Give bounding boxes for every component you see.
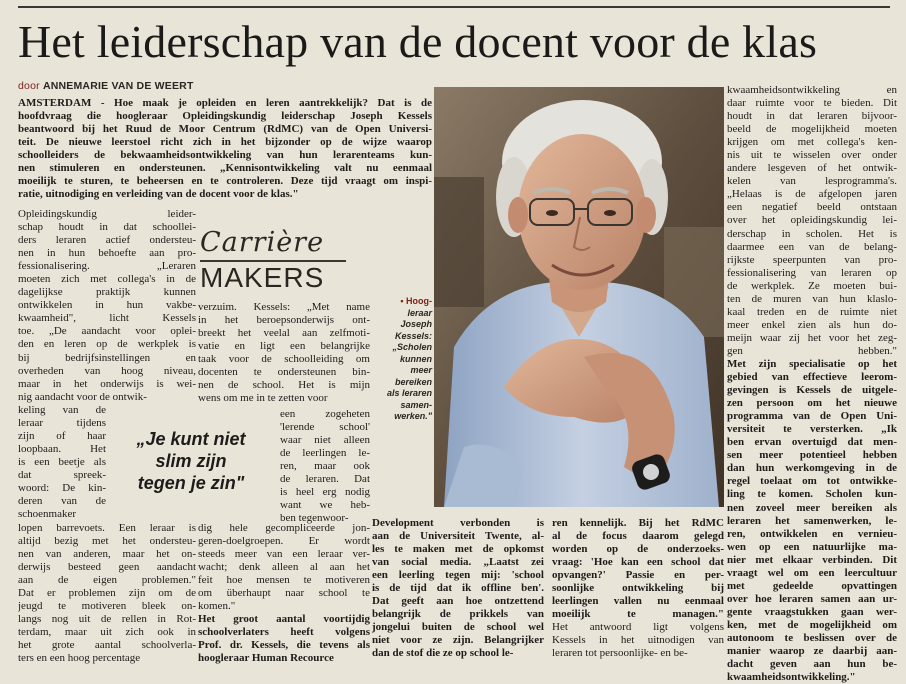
- text-line: ken, met de mogelijkheid om: [727, 618, 897, 631]
- text-line: Met zijn specialisatie op het: [727, 357, 897, 370]
- text-line: aan de Universiteit Twente, al-: [372, 530, 544, 543]
- text-line: loopbaan. Het: [18, 443, 106, 456]
- text-line: is de tijd dat ik offline ben'.: [372, 582, 544, 595]
- text-line: dat spreek-: [18, 469, 106, 482]
- text-line: jongelui buiten de school wel: [372, 621, 544, 634]
- text-line: programma van de Open Uni-: [727, 410, 897, 423]
- text-line: kwaamheidsontwikkeling en: [727, 84, 897, 96]
- text-line: samen-: [400, 399, 432, 410]
- text-line: moeten zich met collega's in de: [18, 273, 196, 286]
- text-line: vatie en ligt een belangrijke: [198, 340, 370, 353]
- text-line: leraar tijdens: [18, 417, 106, 430]
- text-line: vraagt wel om een leercultuur: [727, 566, 897, 579]
- text-line: „Je kunt niet: [136, 429, 246, 449]
- column-5: [727, 84, 897, 684]
- byline-prefix: door: [18, 80, 43, 92]
- headline: Het leiderschap van de docent voor de klas: [18, 16, 818, 67]
- text-line: want we heb-: [280, 499, 370, 512]
- text-line: geren-doelgroepen. Er wordt: [198, 535, 370, 548]
- text-line: lopen barrevoets. Een leraar is: [18, 522, 196, 534]
- column-2-top: [198, 301, 370, 405]
- portrait-photo: [434, 87, 724, 507]
- text-line: gen hebben.": [727, 344, 897, 357]
- text-line: ren kennelijk. Bij het RdMC: [552, 517, 724, 529]
- text-line: ders leraren actief ondersteu-: [18, 234, 196, 247]
- text-line: leraar: [407, 307, 432, 318]
- top-rule: [18, 6, 890, 8]
- text-line: maar in het onderwijs is wei-: [18, 377, 196, 390]
- text-line: vraag: 'Hoe kan een school dat: [552, 556, 724, 569]
- text-line: aan de eigen problemen.": [18, 574, 196, 587]
- column-1-narrow: [18, 404, 106, 521]
- text-line: niet voor ze zijn. Belangrijker: [372, 634, 544, 647]
- text-line: versiteit te versterken. „Ik: [727, 423, 897, 436]
- text-line: „Helaas is de afgelopen jaren: [727, 188, 897, 201]
- text-line: komen.": [198, 600, 236, 613]
- text-line: bij bedrijfsinstellingen en: [18, 351, 196, 364]
- text-line: waar niet alleen: [280, 434, 370, 447]
- section-label: [200, 228, 350, 296]
- text-line: Development verbonden is: [372, 517, 544, 529]
- text-line: van social media. „Laatst zei: [372, 556, 544, 569]
- text-line: werken.": [394, 411, 432, 421]
- text-line: derwijs besteed geen aandacht: [18, 561, 196, 574]
- text-line: hoogleraar Human Recource: [198, 652, 334, 665]
- text-line: over het opleidingskundig lei-: [727, 214, 897, 227]
- text-line: nen stimuleren en ondersteunen. „Kennisontwikkeling valt nu eenmaal: [18, 162, 432, 175]
- text-line: opvangen?' Passie en per-: [552, 569, 724, 582]
- text-line: soonlijke ontwikkeling bij: [552, 582, 724, 595]
- text-line: langs nog uit de rellen in Rot-: [18, 613, 196, 626]
- text-line: altijd bezig met het ondersteu-: [18, 535, 196, 548]
- text-line: leraren tot persoonlijke- en be-: [552, 647, 688, 660]
- text-line: dan hun werkomgeving in de: [727, 462, 897, 475]
- text-line: kunnen: [399, 353, 432, 364]
- photo-caption: [364, 296, 432, 423]
- text-line: den en leren op de werkplek is: [18, 338, 196, 351]
- text-line: de leerlingen le-: [280, 447, 370, 460]
- text-line: fessionalisering. „Leraren: [18, 260, 196, 273]
- column-2-narrow: [280, 408, 370, 525]
- text-line: ratie, uitnodiging en verleiding van de docent voor de klas.": [18, 188, 299, 201]
- text-line: dan de stof die ze op school le-: [372, 647, 514, 660]
- text-line: worden op de onderzoeks-: [552, 543, 724, 556]
- text-line: autonoom te beslissen over de: [727, 631, 897, 644]
- text-line: Kessels in het uitnodigen van: [552, 634, 724, 647]
- column-2-bottom: [198, 522, 370, 666]
- text-line: toe. „De aandacht voor oplei-: [18, 325, 196, 338]
- text-line: het grote aantal schoolverla-: [18, 639, 196, 652]
- text-line: fessionalisering van leraren op: [727, 266, 897, 279]
- text-line: derschap in scholen. Het is: [727, 227, 897, 240]
- text-line: in het beroepsonderwijs ont-: [198, 314, 370, 327]
- text-line: ren, ontwikkelen en vernieu-: [727, 527, 897, 540]
- text-line: is heel erg nodig: [280, 486, 370, 499]
- text-line: breekt het veelal aan zelfmoti-: [198, 327, 370, 340]
- text-line: rijkste speerpunten van pro-: [727, 253, 897, 266]
- text-line: Opleidingskundig leider-: [18, 208, 196, 220]
- text-line: AMSTERDAM - Hoe maak je opleiden en leren aantrekkelijk? Dat is de: [18, 97, 432, 109]
- text-line: leraren het samenwerken, le-: [727, 514, 897, 527]
- text-line: jeugd te motiveren bleek on-: [18, 600, 196, 613]
- photo-caption-lead: • Hoog-: [400, 296, 432, 306]
- text-line: een negatief beeld ontstaan: [727, 201, 897, 214]
- text-line: Dat geeft aan hoe ontzettend: [372, 595, 544, 608]
- text-line: nier met elkaar verbinden. Dit: [727, 553, 897, 566]
- text-line: slim zijn: [155, 451, 227, 471]
- text-line: manier waarop ze daarbij aan-: [727, 645, 897, 658]
- text-line: tegen je zin": [137, 473, 245, 493]
- text-line: andere lesgeven of het ontwik-: [727, 162, 897, 175]
- intro-paragraph: [18, 97, 432, 201]
- text-line: dig hele gecompliceerde jon-: [198, 522, 370, 534]
- text-line: ben ervan overtuigd dat men-: [727, 436, 897, 449]
- text-line: nen in hun behoefte aan pro-: [18, 247, 196, 260]
- text-line: hoofdvraag die hoogleraar Opleidingskundig leiderschap Joseph Kessels: [18, 110, 432, 123]
- text-line: kelen van lesprogramma's.: [727, 175, 897, 188]
- text-line: zijn of haar: [18, 430, 106, 443]
- text-line: ters en een hoog percentage: [18, 652, 141, 665]
- text-line: krijgen om met collega's ken-: [727, 136, 897, 149]
- text-line: dagelijkse praktijk kunnen: [18, 286, 196, 299]
- text-line: nen van anderen, maar het on-: [18, 548, 196, 561]
- text-line: overheden van hoog niveau,: [18, 364, 196, 377]
- text-line: daar ruimte voor te bieden. Dit: [727, 97, 897, 110]
- column-4: [552, 517, 724, 661]
- text-line: Joseph: [400, 319, 432, 329]
- text-line: Het groot aantal voortijdig: [198, 613, 370, 626]
- text-line: een zogeheten: [280, 408, 370, 420]
- text-line: moeilijk te managen.": [552, 608, 724, 621]
- byline-author: ANNEMARIE VAN DE WEERT: [42, 80, 194, 92]
- text-line: kwaamheid", licht Kessels: [18, 312, 196, 325]
- text-line: meer enkel zien als hun do-: [727, 318, 897, 331]
- text-line: schoolverlaters heeft volgens: [198, 626, 370, 639]
- text-line: verzuim. Kessels: „Met name: [198, 301, 370, 313]
- text-line: nen de school. Het is mijn: [198, 379, 370, 392]
- text-line: ling te komen. Scholen kun-: [727, 488, 897, 501]
- text-line: woord: De kin-: [18, 482, 106, 495]
- text-line: ben tegenwoor-: [280, 512, 349, 525]
- text-line: wens om me in te zetten voor: [198, 392, 328, 405]
- text-line: nen zoveel meer bereiken als: [727, 501, 897, 514]
- text-line: taak voor de schoolleiding om: [198, 353, 370, 366]
- section-label-top: Carrière: [200, 227, 325, 258]
- text-line: beeld de mogelijkheid moeten: [727, 123, 897, 136]
- section-label-bottom: MAKERS: [200, 262, 325, 293]
- text-line: schoolleiders de bekwaamheidsontwikkeling van hun lerarenteams kun-: [18, 149, 432, 162]
- text-line: de leraren. Dat: [280, 473, 370, 486]
- column-1-bottom: [18, 522, 196, 666]
- text-line: ontwikkelen in hun vakbe-: [18, 299, 196, 312]
- text-line: deren van de: [18, 495, 106, 508]
- text-line: schoenmaker: [18, 508, 77, 521]
- text-line: regel toelaat om tot ontwikke-: [727, 475, 897, 488]
- text-line: zen persoon om het nieuwe: [727, 397, 897, 410]
- text-line: terdam, maar uit zich ook in: [18, 626, 196, 639]
- text-line: gente vraagstukken gaan wer-: [727, 605, 897, 618]
- text-line: nig aandacht voor de ontwik-: [18, 390, 147, 403]
- text-line: Dat er problemen zijn om de: [18, 587, 196, 600]
- text-line: wen op een natuurlijke ma-: [727, 540, 897, 553]
- column-3: [372, 517, 544, 661]
- text-line: 'lerende school': [280, 421, 370, 434]
- text-line: les te maken met de opkomst: [372, 543, 544, 556]
- text-line: keling van de: [18, 404, 106, 416]
- text-line: beantwoord bij het Ruud de Moor Centrum (RdMC) van de Open Universi-: [18, 123, 432, 136]
- text-line: meijn waar zij het voor het zeg-: [727, 331, 897, 344]
- text-line: de werkplek. Ze moeten bui-: [727, 279, 897, 292]
- text-line: houdt in dat leraren bijvoor-: [727, 110, 897, 123]
- text-line: Prof. dr. Kessels, die tevens als: [198, 639, 370, 652]
- text-line: belangrijk de prikkels van: [372, 608, 544, 621]
- text-line: meer: [410, 365, 432, 375]
- text-line: over hoe leraren samen aan ur-: [727, 592, 897, 605]
- text-line: gevingen is Kessels de uitgele-: [727, 384, 897, 397]
- text-line: sen meer potentieel hebben: [727, 449, 897, 462]
- text-line: wacht; denk alleen al aan het: [198, 561, 370, 574]
- text-line: teit. De nieuwe leerstoel richt zich in het bijzonder op de wijze waarop: [18, 136, 432, 149]
- text-line: bereiken: [394, 376, 432, 387]
- text-line: daarmee een van de belang-: [727, 240, 897, 253]
- text-line: leerlingen vallen nu eenmaal: [552, 595, 724, 608]
- text-line: als leraren: [386, 388, 432, 398]
- text-line: met gedeelde opvattingen: [727, 579, 897, 592]
- text-line: is een beetje als: [18, 456, 106, 469]
- text-line: kaal treden en de ruimte niet: [727, 305, 897, 318]
- text-line: steeds meer van een leraar ver-: [198, 548, 370, 561]
- text-line: kwaamheidsontwikkeling.": [727, 671, 856, 684]
- photo-caption-text: [364, 308, 432, 423]
- text-line: ten de muren van hun klaslo-: [727, 292, 897, 305]
- text-line: schap houdt in dat schoollei-: [18, 221, 196, 234]
- text-line: feit hoe mensen te motiveren: [198, 574, 370, 587]
- text-line: Kessels:: [394, 330, 432, 341]
- text-line: docenten te ondersteunen bin-: [198, 366, 370, 379]
- portrait-illustration: [434, 87, 724, 507]
- column-1-top: [18, 208, 196, 404]
- text-line: „Scholen: [392, 342, 432, 352]
- text-line: ren, maar ook: [280, 460, 370, 473]
- text-line: een leerling tegen mij: 'school: [372, 569, 544, 582]
- text-line: moeilijk te sturen, te beheersen en te controleren. Deze tijd vraagt om inspi-: [18, 175, 432, 188]
- text-line: om überhaupt naar school te: [198, 587, 370, 600]
- text-line: Het antwoord ligt volgens: [552, 621, 724, 634]
- text-line: dacht geven aan hun be-: [727, 658, 897, 671]
- text-line: gebied van effectieve leerom-: [727, 371, 897, 384]
- text-line: nis uit te wisselen over onder: [727, 149, 897, 162]
- byline: [18, 80, 194, 92]
- pull-quote: [112, 428, 270, 494]
- text-line: al de focus daarom gelegd: [552, 530, 724, 543]
